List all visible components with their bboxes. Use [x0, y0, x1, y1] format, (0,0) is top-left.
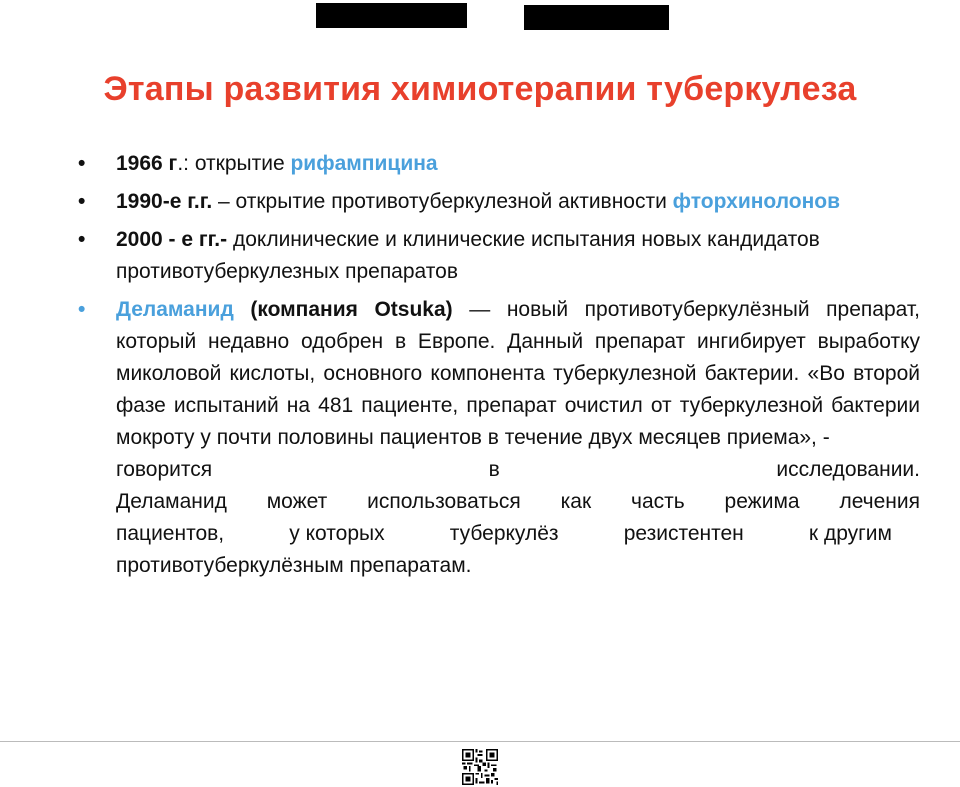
bullet-word: к другим: [808, 522, 892, 545]
bullet-list: [78, 148, 920, 588]
bullet-item: [78, 224, 920, 288]
bullet-item: [78, 148, 920, 180]
bullet-word: исследовании.: [776, 458, 920, 481]
bullet-highlight: рифампицина: [290, 152, 438, 175]
bullet-line: [116, 550, 920, 582]
bullet-item: [78, 186, 920, 218]
bullet-highlight: Деламанид: [116, 298, 234, 321]
bullet-paragraph: [116, 294, 920, 454]
bullet-text: — новый противотуберкулёзный препарат, который недавно одобрен в Европе. Данный препарат ингибирует выработку миколовой кислоты, основного компонента туберкулезной бактерии. «Во второй фазе испытаний на 481 пациенте, препарат очистил от туберкулезной бактерии мокроту у почти половины пациентов в течение двух месяцев приема», -: [116, 298, 920, 449]
bullet-text: Деламанид может использоваться как часть режима лечения: [116, 490, 920, 513]
bullet-line: [116, 486, 920, 518]
bullet-text: противотуберкулёзным препаратам.: [116, 554, 472, 577]
bullet-text: .: открытие: [177, 152, 291, 175]
redaction-block: [524, 5, 669, 30]
qr-code-icon: [462, 749, 498, 785]
bullet-icon: •: [78, 190, 86, 213]
bullet-word: пациентов,: [116, 522, 225, 545]
redaction-block: [316, 3, 467, 28]
bullet-item: [78, 294, 920, 582]
slide-title: Этапы развития химиотерапии туберкулеза: [103, 70, 857, 108]
bullet-icon: •: [78, 152, 86, 175]
bullet-icon: •: [78, 298, 86, 321]
bullet-year: 1990-е г.г.: [116, 190, 213, 213]
bullet-icon: •: [78, 228, 86, 251]
bullet-company: (компания Otsuka): [233, 298, 453, 321]
bullet-text: доклинические и клинические испытания новых кандидатов противотуберкулезных препаратов: [116, 228, 820, 283]
footer-divider: [0, 741, 960, 742]
bullet-year: 1966 г: [116, 152, 178, 175]
bullet-word: у которых: [289, 522, 385, 545]
bullet-word: в: [488, 458, 500, 481]
bullet-word: резистентен: [623, 522, 744, 545]
bullet-line: [116, 454, 920, 486]
bullet-text: – открытие противотуберкулезной активности: [212, 190, 673, 213]
bullet-line: [116, 518, 920, 550]
bullet-word: туберкулёз: [449, 522, 559, 545]
bullet-highlight: фторхинолонов: [672, 190, 841, 213]
bullet-word: говорится: [116, 458, 213, 481]
bullet-year: 2000 - е гг.-: [116, 228, 228, 251]
